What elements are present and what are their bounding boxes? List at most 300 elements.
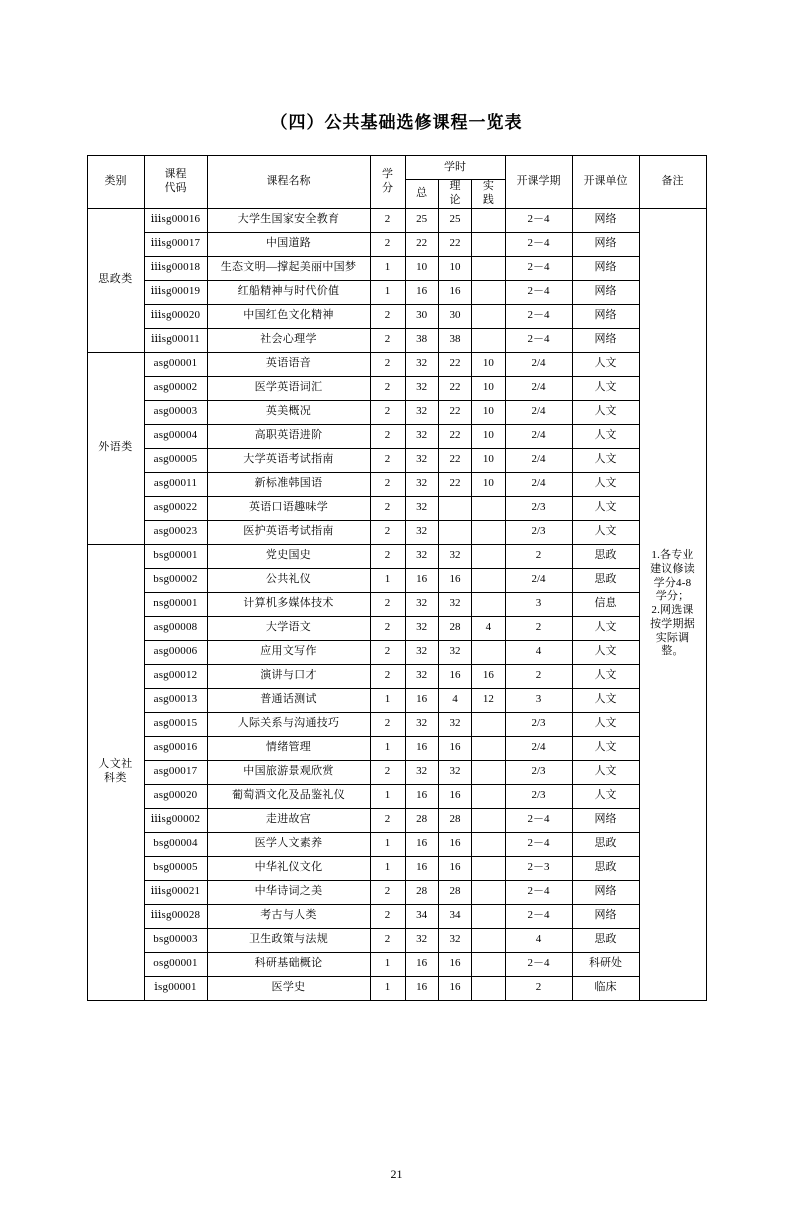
- credit-cell: 1: [370, 952, 405, 976]
- hours-total-cell: 32: [405, 496, 438, 520]
- unit-cell: 人文: [572, 616, 639, 640]
- unit-cell: 人文: [572, 760, 639, 784]
- credit-cell: 2: [370, 400, 405, 424]
- course-code-cell: osg00001: [144, 952, 207, 976]
- hours-theory-cell: [438, 520, 471, 544]
- course-name-cell: 生态文明—撑起美丽中国梦: [207, 256, 370, 280]
- term-cell: 2－4: [505, 808, 572, 832]
- hours-total-cell: 25: [405, 208, 438, 232]
- unit-cell: 人文: [572, 472, 639, 496]
- hours-practice-cell: 4: [472, 616, 505, 640]
- course-name-cell: 大学语文: [207, 616, 370, 640]
- course-code-cell: asg00012: [144, 664, 207, 688]
- page-title: （四）公共基础选修课程一览表: [270, 113, 523, 132]
- hours-practice-cell: [472, 712, 505, 736]
- course-code-cell: asg00002: [144, 376, 207, 400]
- unit-cell: 临床: [572, 976, 639, 1000]
- hours-theory-cell: 28: [438, 880, 471, 904]
- term-cell: 2/4: [505, 448, 572, 472]
- unit-cell: 思政: [572, 832, 639, 856]
- header-credit: [370, 156, 405, 209]
- hours-practice-cell: [472, 568, 505, 592]
- term-cell: 2: [505, 544, 572, 568]
- term-cell: 2－4: [505, 304, 572, 328]
- table-row: [87, 712, 706, 736]
- hours-theory-cell: 32: [438, 712, 471, 736]
- term-cell: 2/4: [505, 352, 572, 376]
- hours-total-cell: 16: [405, 976, 438, 1000]
- table-row: [87, 784, 706, 808]
- hours-total-cell: 32: [405, 712, 438, 736]
- hours-theory-cell: 16: [438, 280, 471, 304]
- hours-practice-cell: 10: [472, 400, 505, 424]
- unit-cell: 网络: [572, 880, 639, 904]
- unit-cell: 人文: [572, 664, 639, 688]
- header-category: 类别: [87, 156, 144, 209]
- unit-cell: 网络: [572, 904, 639, 928]
- hours-theory-cell: 4: [438, 688, 471, 712]
- credit-cell: 2: [370, 592, 405, 616]
- unit-cell: 人文: [572, 688, 639, 712]
- course-name-cell: 医学史: [207, 976, 370, 1000]
- table-row: [87, 856, 706, 880]
- credit-cell: 2: [370, 640, 405, 664]
- term-cell: 2/3: [505, 784, 572, 808]
- course-code-cell: ⅲsg00017: [144, 232, 207, 256]
- header-course-name: 课程名称: [207, 156, 370, 209]
- hours-theory-cell: 28: [438, 808, 471, 832]
- term-cell: 4: [505, 640, 572, 664]
- course-name-cell: 应用文写作: [207, 640, 370, 664]
- course-name-cell: 新标准韩国语: [207, 472, 370, 496]
- hours-total-cell: 16: [405, 688, 438, 712]
- term-cell: 2/3: [505, 712, 572, 736]
- credit-cell: 1: [370, 856, 405, 880]
- hours-practice-cell: 10: [472, 352, 505, 376]
- hours-total-cell: 16: [405, 952, 438, 976]
- course-code-cell: bsg00004: [144, 832, 207, 856]
- table-header-row-1: [87, 156, 706, 180]
- table-row: [87, 904, 706, 928]
- hours-practice-cell: 16: [472, 664, 505, 688]
- hours-total-cell: 30: [405, 304, 438, 328]
- hours-practice-cell: [472, 232, 505, 256]
- hours-total-cell: 32: [405, 640, 438, 664]
- hours-theory-cell: 22: [438, 376, 471, 400]
- table-row: [87, 472, 706, 496]
- hours-total-cell: 32: [405, 448, 438, 472]
- table-row: [87, 448, 706, 472]
- category-cell: 外语类: [87, 352, 144, 544]
- course-name-cell: 考古与人类: [207, 904, 370, 928]
- header-hours-total: 总: [405, 180, 438, 209]
- course-code-cell: bsg00001: [144, 544, 207, 568]
- unit-cell: 网络: [572, 208, 639, 232]
- remark-cell: 1.各专业 建议修读 学分4-8 学分； 2.网选课 按学期据 实际调 整。: [639, 208, 706, 1000]
- hours-practice-cell: [472, 856, 505, 880]
- term-cell: 2/4: [505, 376, 572, 400]
- course-code-cell: asg00005: [144, 448, 207, 472]
- credit-cell: 2: [370, 880, 405, 904]
- table-row: [87, 952, 706, 976]
- course-code-cell: ⅲsg00002: [144, 808, 207, 832]
- unit-cell: 科研处: [572, 952, 639, 976]
- hours-practice-cell: [472, 544, 505, 568]
- hours-total-cell: 32: [405, 664, 438, 688]
- course-code-cell: asg00020: [144, 784, 207, 808]
- course-code-cell: asg00023: [144, 520, 207, 544]
- table-row: [87, 208, 706, 232]
- course-name-cell: 英语口语趣味学: [207, 496, 370, 520]
- table-row: [87, 232, 706, 256]
- unit-cell: 人文: [572, 712, 639, 736]
- table-row: [87, 976, 706, 1000]
- unit-cell: 人文: [572, 520, 639, 544]
- term-cell: 3: [505, 592, 572, 616]
- credit-cell: 2: [370, 304, 405, 328]
- hours-practice-cell: [472, 952, 505, 976]
- term-cell: 2: [505, 976, 572, 1000]
- term-cell: 2: [505, 664, 572, 688]
- course-code-cell: asg00006: [144, 640, 207, 664]
- course-code-cell: asg00001: [144, 352, 207, 376]
- category-cell: 思政类: [87, 208, 144, 352]
- credit-cell: 2: [370, 928, 405, 952]
- hours-theory-cell: 25: [438, 208, 471, 232]
- term-cell: 2/4: [505, 400, 572, 424]
- hours-practice-cell: [472, 928, 505, 952]
- document-page: [0, 108, 793, 1230]
- hours-theory-cell: 16: [438, 736, 471, 760]
- hours-total-cell: 16: [405, 736, 438, 760]
- header-credit-line1: 学: [382, 168, 393, 180]
- table-row: [87, 928, 706, 952]
- hours-total-cell: 32: [405, 472, 438, 496]
- unit-cell: 人文: [572, 784, 639, 808]
- table-row: [87, 664, 706, 688]
- credit-cell: 1: [370, 280, 405, 304]
- hours-total-cell: 28: [405, 808, 438, 832]
- term-cell: 2/4: [505, 568, 572, 592]
- hours-total-cell: 10: [405, 256, 438, 280]
- term-cell: 2/3: [505, 496, 572, 520]
- table-row: [87, 424, 706, 448]
- hours-practice-cell: [472, 256, 505, 280]
- credit-cell: 2: [370, 808, 405, 832]
- header-hours-practice: [472, 180, 505, 209]
- hours-theory-cell: 16: [438, 952, 471, 976]
- course-code-cell: asg00013: [144, 688, 207, 712]
- course-name-cell: 卫生政策与法规: [207, 928, 370, 952]
- term-cell: 2－4: [505, 952, 572, 976]
- header-hours-group: 学时: [405, 156, 505, 180]
- table-row: [87, 808, 706, 832]
- header-course-code: [144, 156, 207, 209]
- hours-theory-cell: 22: [438, 472, 471, 496]
- unit-cell: 人文: [572, 496, 639, 520]
- credit-cell: 2: [370, 232, 405, 256]
- credit-cell: 2: [370, 496, 405, 520]
- hours-total-cell: 32: [405, 424, 438, 448]
- unit-cell: 人文: [572, 376, 639, 400]
- hours-practice-cell: [472, 832, 505, 856]
- hours-theory-cell: 22: [438, 232, 471, 256]
- hours-theory-cell: 28: [438, 616, 471, 640]
- table-row: [87, 640, 706, 664]
- hours-practice-cell: [472, 760, 505, 784]
- hours-total-cell: 32: [405, 520, 438, 544]
- term-cell: 2－4: [505, 280, 572, 304]
- header-hours-practice-line2: 践: [482, 193, 494, 206]
- course-code-cell: ⅲsg00021: [144, 880, 207, 904]
- hours-theory-cell: 16: [438, 832, 471, 856]
- hours-total-cell: 32: [405, 376, 438, 400]
- table-row: [87, 256, 706, 280]
- hours-theory-cell: 16: [438, 784, 471, 808]
- course-name-cell: 高职英语进阶: [207, 424, 370, 448]
- credit-cell: 1: [370, 736, 405, 760]
- term-cell: 2－4: [505, 880, 572, 904]
- hours-practice-cell: [472, 208, 505, 232]
- header-course-code-line1: 课程: [164, 168, 187, 180]
- hours-practice-cell: [472, 784, 505, 808]
- hours-total-cell: 32: [405, 760, 438, 784]
- hours-practice-cell: 10: [472, 472, 505, 496]
- table-row: [87, 760, 706, 784]
- hours-theory-cell: [438, 496, 471, 520]
- unit-cell: 网络: [572, 256, 639, 280]
- term-cell: 2－4: [505, 232, 572, 256]
- table-row: [87, 832, 706, 856]
- hours-theory-cell: 32: [438, 640, 471, 664]
- term-cell: 2/4: [505, 424, 572, 448]
- course-code-cell: bsg00005: [144, 856, 207, 880]
- course-code-cell: asg00004: [144, 424, 207, 448]
- course-name-cell: 大学生国家安全教育: [207, 208, 370, 232]
- page-number: 21: [390, 1167, 403, 1181]
- hours-total-cell: 16: [405, 784, 438, 808]
- table-row: [87, 496, 706, 520]
- header-course-code-line2: 代码: [164, 181, 187, 194]
- header-remark: 备注: [639, 156, 706, 209]
- credit-cell: 2: [370, 520, 405, 544]
- hours-practice-cell: [472, 976, 505, 1000]
- credit-cell: 2: [370, 352, 405, 376]
- hours-total-cell: 32: [405, 616, 438, 640]
- course-name-cell: 普通话测试: [207, 688, 370, 712]
- table-row: [87, 880, 706, 904]
- course-name-cell: 中华诗词之美: [207, 880, 370, 904]
- credit-cell: 2: [370, 616, 405, 640]
- table-row: [87, 616, 706, 640]
- hours-total-cell: 38: [405, 328, 438, 352]
- hours-theory-cell: 38: [438, 328, 471, 352]
- hours-practice-cell: [472, 736, 505, 760]
- header-hours-practice-line1: 实: [482, 180, 494, 192]
- table-row: [87, 568, 706, 592]
- unit-cell: 人文: [572, 400, 639, 424]
- table-row: [87, 328, 706, 352]
- credit-cell: 2: [370, 472, 405, 496]
- course-table: [87, 155, 707, 1001]
- hours-practice-cell: [472, 280, 505, 304]
- course-name-cell: 走进故宫: [207, 808, 370, 832]
- table-row: [87, 688, 706, 712]
- term-cell: 2/3: [505, 520, 572, 544]
- table-row: [87, 280, 706, 304]
- hours-theory-cell: 22: [438, 352, 471, 376]
- hours-theory-cell: 22: [438, 448, 471, 472]
- credit-cell: 2: [370, 208, 405, 232]
- course-name-cell: 计算机多媒体技术: [207, 592, 370, 616]
- hours-practice-cell: [472, 304, 505, 328]
- term-cell: 2/4: [505, 736, 572, 760]
- course-name-cell: 科研基础概论: [207, 952, 370, 976]
- course-name-cell: 医护英语考试指南: [207, 520, 370, 544]
- credit-cell: 2: [370, 760, 405, 784]
- course-code-cell: ⅲsg00019: [144, 280, 207, 304]
- term-cell: 2－4: [505, 904, 572, 928]
- credit-cell: 1: [370, 784, 405, 808]
- term-cell: 2－4: [505, 256, 572, 280]
- credit-cell: 2: [370, 328, 405, 352]
- course-code-cell: ⅲsg00011: [144, 328, 207, 352]
- hours-total-cell: 32: [405, 928, 438, 952]
- credit-cell: 2: [370, 448, 405, 472]
- hours-practice-cell: [472, 328, 505, 352]
- table-row: [87, 544, 706, 568]
- unit-cell: 人文: [572, 352, 639, 376]
- header-credit-line2: 分: [382, 181, 393, 194]
- term-cell: 4: [505, 928, 572, 952]
- hours-practice-cell: [472, 808, 505, 832]
- unit-cell: 人文: [572, 424, 639, 448]
- hours-total-cell: 22: [405, 232, 438, 256]
- unit-cell: 人文: [572, 448, 639, 472]
- course-name-cell: 英语语音: [207, 352, 370, 376]
- header-hours-theory: [438, 180, 471, 209]
- hours-total-cell: 32: [405, 352, 438, 376]
- table-row: [87, 376, 706, 400]
- hours-theory-cell: 32: [438, 592, 471, 616]
- course-name-cell: 医学人文素养: [207, 832, 370, 856]
- course-name-cell: 中国旅游景观欣赏: [207, 760, 370, 784]
- hours-theory-cell: 10: [438, 256, 471, 280]
- unit-cell: 网络: [572, 232, 639, 256]
- course-code-cell: asg00017: [144, 760, 207, 784]
- course-name-cell: 演讲与口才: [207, 664, 370, 688]
- hours-practice-cell: [472, 640, 505, 664]
- course-code-cell: nsg00001: [144, 592, 207, 616]
- unit-cell: 网络: [572, 808, 639, 832]
- unit-cell: 网络: [572, 328, 639, 352]
- hours-theory-cell: 22: [438, 400, 471, 424]
- course-name-cell: 中华礼仪文化: [207, 856, 370, 880]
- hours-total-cell: 28: [405, 880, 438, 904]
- course-code-cell: ⅲsg00016: [144, 208, 207, 232]
- term-cell: 2/4: [505, 472, 572, 496]
- hours-total-cell: 16: [405, 280, 438, 304]
- hours-theory-cell: 30: [438, 304, 471, 328]
- header-unit: 开课单位: [572, 156, 639, 209]
- table-row: [87, 304, 706, 328]
- table-row: [87, 736, 706, 760]
- term-cell: 2－3: [505, 856, 572, 880]
- hours-total-cell: 16: [405, 856, 438, 880]
- course-name-cell: 社会心理学: [207, 328, 370, 352]
- course-code-cell: bsg00003: [144, 928, 207, 952]
- course-code-cell: asg00008: [144, 616, 207, 640]
- course-code-cell: bsg00002: [144, 568, 207, 592]
- term-cell: 3: [505, 688, 572, 712]
- hours-practice-cell: [472, 880, 505, 904]
- hours-practice-cell: 10: [472, 424, 505, 448]
- hours-theory-cell: 22: [438, 424, 471, 448]
- course-code-cell: ⅲsg00018: [144, 256, 207, 280]
- credit-cell: 2: [370, 544, 405, 568]
- header-hours-theory-line1: 理: [449, 180, 461, 192]
- course-code-cell: asg00016: [144, 736, 207, 760]
- unit-cell: 思政: [572, 544, 639, 568]
- term-cell: 2: [505, 616, 572, 640]
- course-name-cell: 中国道路: [207, 232, 370, 256]
- course-code-cell: asg00003: [144, 400, 207, 424]
- credit-cell: 2: [370, 424, 405, 448]
- course-name-cell: 公共礼仪: [207, 568, 370, 592]
- course-code-cell: asg00022: [144, 496, 207, 520]
- course-code-cell: asg00011: [144, 472, 207, 496]
- table-row: [87, 400, 706, 424]
- hours-theory-cell: 32: [438, 544, 471, 568]
- hours-theory-cell: 32: [438, 928, 471, 952]
- unit-cell: 网络: [572, 280, 639, 304]
- credit-cell: 2: [370, 904, 405, 928]
- hours-total-cell: 32: [405, 544, 438, 568]
- credit-cell: 1: [370, 568, 405, 592]
- unit-cell: 思政: [572, 856, 639, 880]
- course-name-cell: 医学英语词汇: [207, 376, 370, 400]
- course-code-cell: ⅲsg00020: [144, 304, 207, 328]
- hours-practice-cell: 10: [472, 376, 505, 400]
- table-row: [87, 520, 706, 544]
- hours-total-cell: 32: [405, 592, 438, 616]
- hours-total-cell: 16: [405, 568, 438, 592]
- credit-cell: 2: [370, 712, 405, 736]
- hours-theory-cell: 16: [438, 976, 471, 1000]
- hours-practice-cell: [472, 904, 505, 928]
- table-row: [87, 592, 706, 616]
- course-code-cell: ⅰsg00001: [144, 976, 207, 1000]
- unit-cell: 人文: [572, 640, 639, 664]
- hours-theory-cell: 32: [438, 760, 471, 784]
- course-name-cell: 情绪管理: [207, 736, 370, 760]
- unit-cell: 人文: [572, 736, 639, 760]
- course-name-cell: 红船精神与时代价值: [207, 280, 370, 304]
- hours-theory-cell: 34: [438, 904, 471, 928]
- unit-cell: 思政: [572, 928, 639, 952]
- credit-cell: 1: [370, 832, 405, 856]
- hours-practice-cell: 12: [472, 688, 505, 712]
- hours-theory-cell: 16: [438, 856, 471, 880]
- table-row: [87, 352, 706, 376]
- term-cell: 2－4: [505, 832, 572, 856]
- hours-theory-cell: 16: [438, 568, 471, 592]
- term-cell: 2－4: [505, 328, 572, 352]
- course-name-cell: 葡萄酒文化及品鉴礼仪: [207, 784, 370, 808]
- unit-cell: 思政: [572, 568, 639, 592]
- credit-cell: 1: [370, 976, 405, 1000]
- hours-total-cell: 34: [405, 904, 438, 928]
